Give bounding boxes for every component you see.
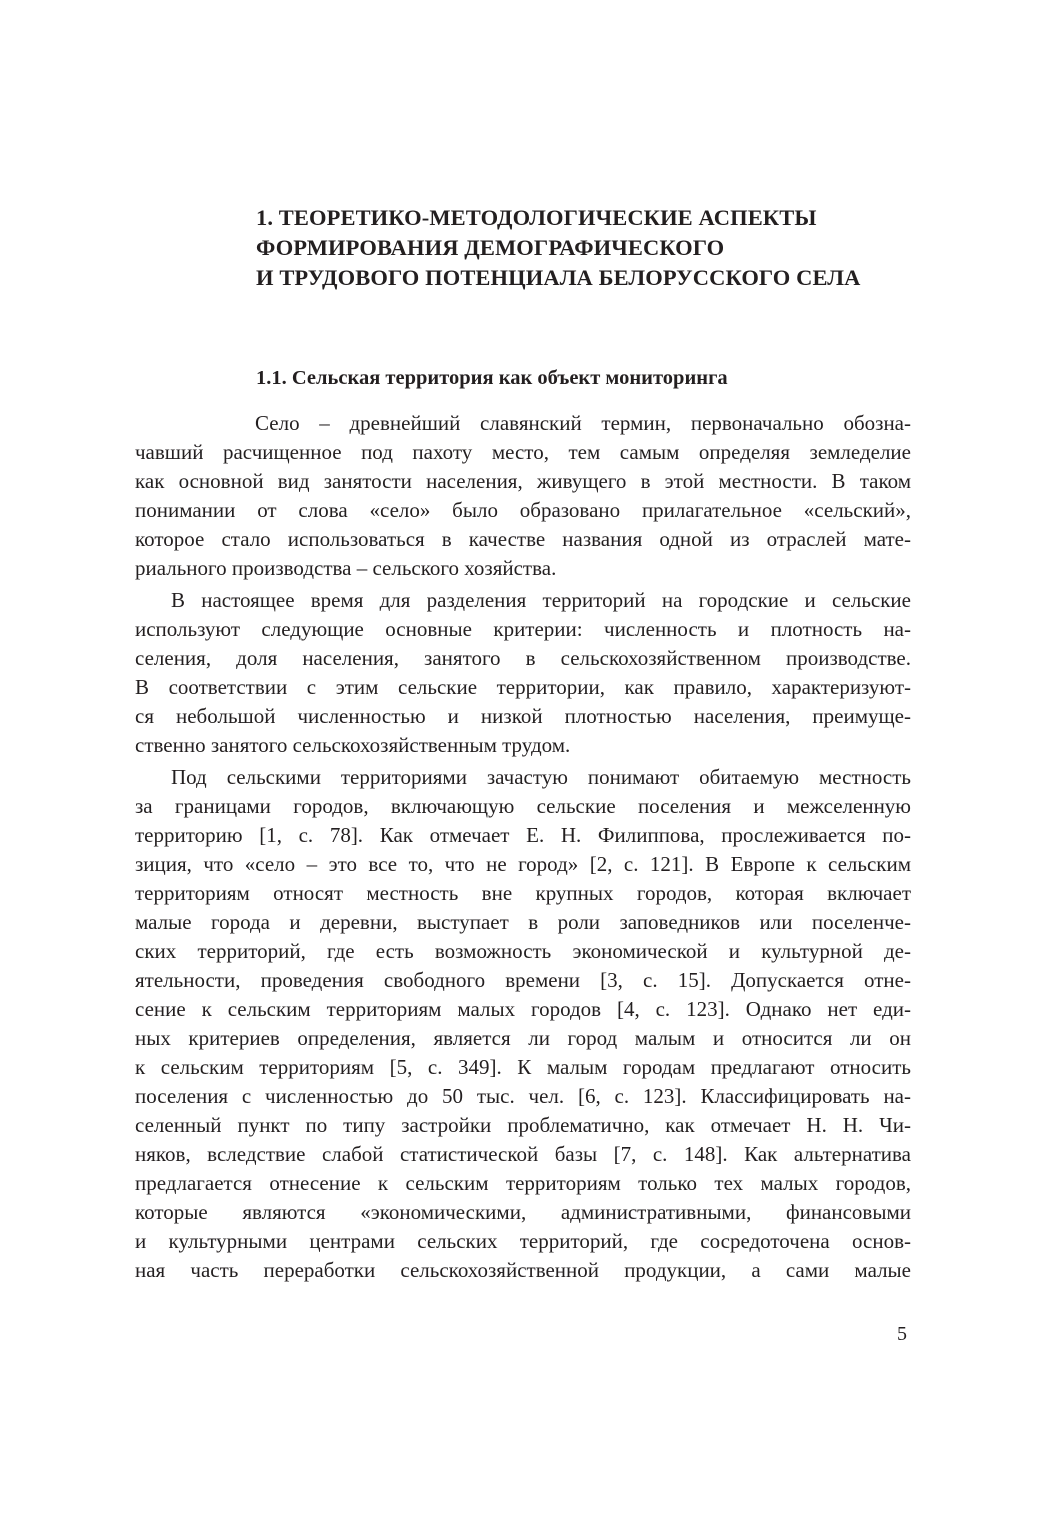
text-line: В соответствии с этим сельские территории, как правило, характеризуют- <box>135 675 911 699</box>
text-line: селенный пункт по типу застройки проблематично, как отмечает Н. Н. Чи- <box>135 1113 911 1137</box>
paragraph-2 <box>135 586 911 760</box>
text-line: которые являются «экономическими, административными, финансовыми <box>135 1200 911 1224</box>
text-line: зиция, что «село – это все то, что не город» [2, с. 121]. В Европе к сельским <box>135 852 911 876</box>
text-line: как основной вид занятости населения, живущего в этой местности. В таком <box>135 469 911 493</box>
body-text <box>135 409 911 1288</box>
text-line: территорию [1, с. 78]. Как отмечает Е. Н. Филиппова, прослеживается по- <box>135 823 911 847</box>
text-line: используют следующие основные критерии: численность и плотность на- <box>135 617 911 641</box>
text-line: территориям относят местность вне крупных городов, которая включает <box>135 881 911 905</box>
chapter-title-line: 1. ТЕОРЕТИКО-МЕТОДОЛОГИЧЕСКИЕ АСПЕКТЫ <box>256 205 817 230</box>
paragraph-1 <box>135 409 911 583</box>
text-line: ся небольшой численностью и низкой плотностью населения, преимуще- <box>135 704 911 728</box>
text-line: ная часть переработки сельскохозяйственной продукции, а сами малые <box>135 1258 911 1282</box>
section-title: 1.1. Сельская территория как объект мониторинга <box>256 367 728 389</box>
text-line: ных критериев определения, является ли город малым и относится ли он <box>135 1026 911 1050</box>
paragraph-3 <box>135 763 911 1285</box>
text-line: которое стало использоваться в качестве названия одной из отраслей мате- <box>135 527 911 551</box>
text-line: малые города и деревни, выступает в роли заповедников или поселенче- <box>135 910 911 934</box>
text-line: за границами городов, включающую сельские поселения и межселенную <box>135 794 911 818</box>
chapter-title-line: И ТРУДОВОГО ПОТЕНЦИАЛА БЕЛОРУССКОГО СЕЛА <box>256 265 861 290</box>
text-line: селения, доля населения, занятого в сельскохозяйственном производстве. <box>135 646 911 670</box>
text-line: сение к сельским территориям малых городов [4, с. 123]. Однако нет еди- <box>135 997 911 1021</box>
text-line: ятельности, проведения свободного времени [3, с. 15]. Допускается отне- <box>135 968 911 992</box>
text-line: понимании от слова «село» было образовано прилагательное «сельский», <box>135 498 911 522</box>
text-line: и культурными центрами сельских территорий, где сосредоточена основ- <box>135 1229 911 1253</box>
text-line: предлагается отнесение к сельским территориям только тех малых городов, <box>135 1171 911 1195</box>
text-line: В настоящее время для разделения территорий на городские и сельские <box>171 588 911 612</box>
text-line: риального производства – сельского хозяйства. <box>135 556 557 580</box>
text-line: ственно занятого сельскохозяйственным трудом. <box>135 733 571 757</box>
text-line: няков, вследствие слабой статистической базы [7, с. 148]. Как альтернатива <box>135 1142 911 1166</box>
text-line: к сельским территориям [5, с. 349]. К малым городам предлагают относить <box>135 1055 911 1079</box>
text-line: Село – древнейший славянский термин, первоначально обозна- <box>255 411 911 435</box>
text-line: поселения с численностью до 50 тыс. чел. [6, с. 123]. Классифицировать на- <box>135 1084 911 1108</box>
page-number: 5 <box>897 1323 907 1345</box>
text-line: Под сельскими территориями зачастую понимают обитаемую местность <box>171 765 911 789</box>
chapter-title <box>256 203 936 293</box>
text-line: ских территорий, где есть возможность экономической и культурной де- <box>135 939 911 963</box>
text-line: чавший расчищенное под пахоту место, тем самым определяя земледелие <box>135 440 911 464</box>
chapter-title-line: ФОРМИРОВАНИЯ ДЕМОГРАФИЧЕСКОГО <box>256 235 725 260</box>
